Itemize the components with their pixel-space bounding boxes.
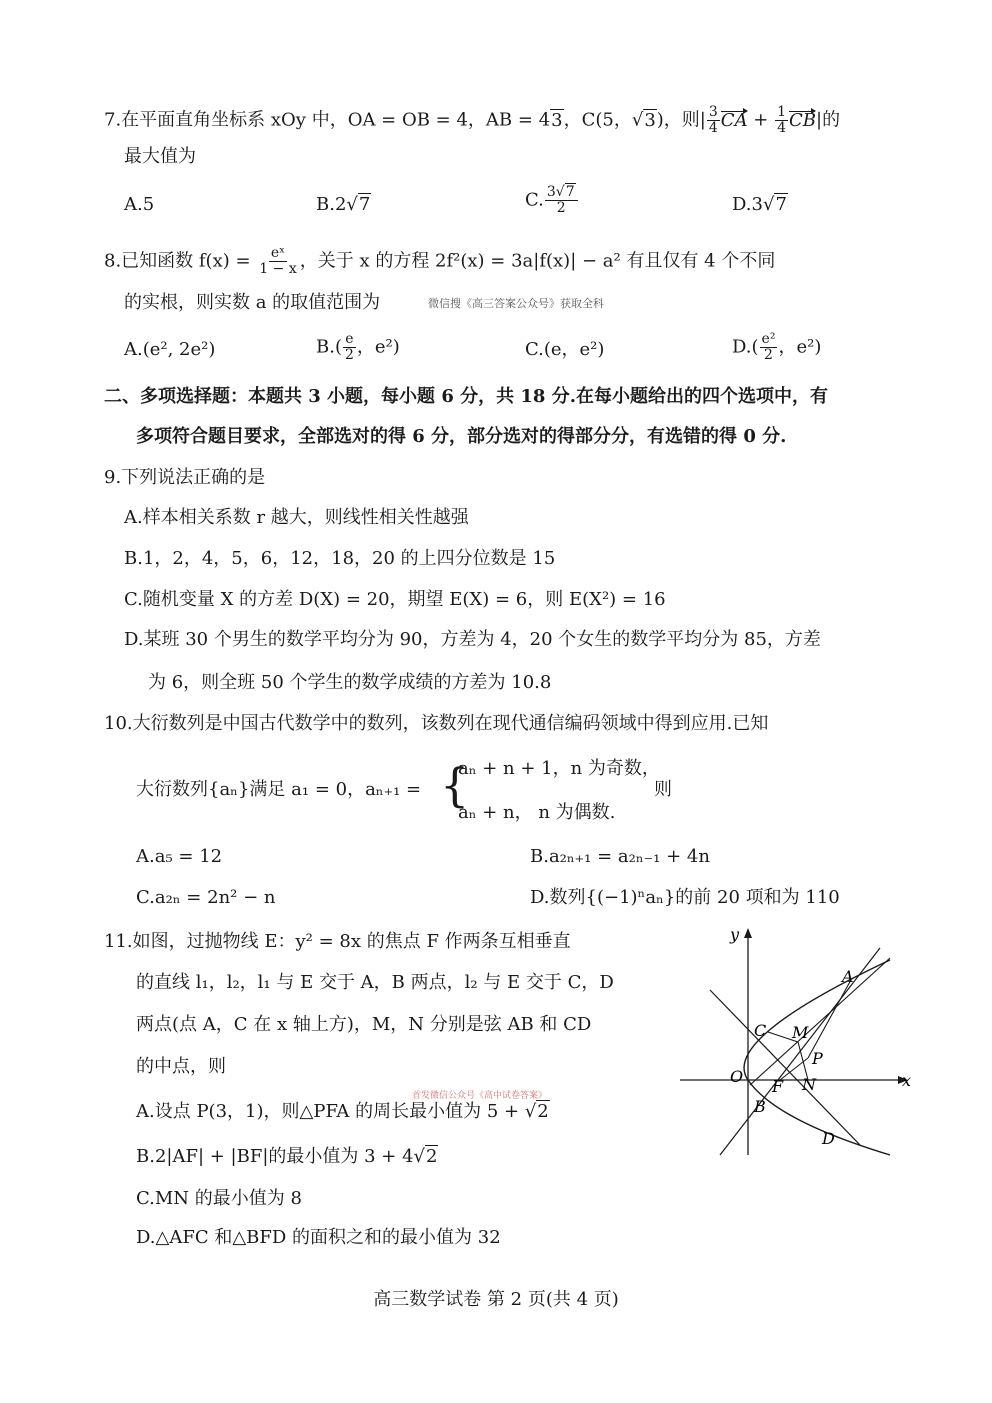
figure-y-arrow [744,928,752,938]
q11-option-a: A.设点 P(3，1)，则△PFA 的周长最小值为 5 + √2 [136,1101,549,1122]
q10-recurrence: 大衍数列{aₙ}满足 a₁ = 0，aₙ₊₁ = [136,779,422,800]
figure-label-m: M [792,1023,809,1042]
figure-label-f: F [772,1077,784,1096]
q8-option-a: A.(e², 2e²) [124,339,216,360]
q7-option-c: C. $\frac{3√7}{2}$ [525,185,579,216]
q7-option-a: A.5 [124,194,155,215]
q9-stem: 9.下列说法正确的是 [104,467,266,488]
q10-stem: 10.大衍数列是中国古代数学中的数列，该数列在现代通信编码领域中得到应用.已知 [104,713,769,734]
q11-watermark: 首发微信公众号《高中试卷答案》 [412,1091,548,1101]
figure-label-n: N [802,1075,816,1094]
q11-option-b: B.2|AF| + |BF|的最小值为 3 + 4√2 [136,1146,438,1167]
figure-label-p: P [812,1049,823,1068]
figure-label-y: y [730,925,740,944]
q8-option-b: B.( $\frac{e}{2}$ ，e²) [316,331,400,363]
q9-option-d: D.某班 30 个男生的数学平均分为 90，方差为 4，20 个女生的数学平均分为 85，方差 [124,629,821,650]
q10-case-odd: aₙ + n + 1，n 为奇数， [458,758,660,779]
q8-option-c: C.(e，e²) [525,339,605,360]
section-2-heading-line2: 多项符合题目要求，全部选对的得 6 分，部分选对的得部分分，有选错的得 0 分. [136,426,787,447]
figure-label-b: B [754,1097,766,1116]
parabola-figure [680,920,920,1170]
q8-stem: 8.已知函数 f(x) = $\frac{\text{eˣ}}{1 - x}$ ，关于 x 的方程 2f²(x) = 3a|f(x)| − a² 有且仅有 4 个不同 [104,245,776,277]
figure-label-d: D [822,1129,835,1148]
q11-stem-line2: 的直线 l₁，l₂，l₁ 与 E 交于 A，B 两点，l₂ 与 E 交于 C，D [136,972,614,993]
figure-label-x: x [902,1071,912,1090]
figure-label-c: C [754,1021,767,1040]
q10-option-c: C.a₂ₙ = 2n² − n [136,887,276,908]
q8-option-d: D.( $\frac{\text{e²}}{2}$ ，e²) [732,331,822,363]
q9-option-c: C.随机变量 X 的方差 D(X) = 20，期望 E(X) = 6，则 E(X²) = 16 [124,589,666,610]
q11-option-c: C.MN 的最小值为 8 [136,1188,302,1209]
q10-option-a: A.a₅ = 12 [136,846,223,867]
q10-brace: { [440,758,470,812]
q10-option-b: B.a₂ₙ₊₁ = a₂ₙ₋₁ + 4n [530,846,710,867]
q7-stem: 7.在平面直角坐标系 xOy 中，OA = OB = 4，AB = 43，C(5，√3)，则| $\frac{3}{4}$ CA + $\frac{1}{4}$ CB|的 [104,104,841,136]
q9-option-a: A.样本相关系数 r 越大，则线性相关性越强 [124,507,469,528]
q11-option-d: D.△AFC 和△BFD 的面积之和的最小值为 32 [136,1227,501,1248]
q11-stem-line4: 的中点，则 [136,1056,226,1077]
q7-option-d: D.3√7 [732,194,787,215]
q7-option-b: B.2√7 [316,194,371,215]
q8-watermark: 微信搜《高三答案公众号》获取全科 [428,297,604,310]
section-2-heading: 二、多项选择题：本题共 3 小题，每小题 6 分，共 18 分.在每小题给出的四个选项中，有 [104,386,828,407]
page-footer: 高三数学试卷 第 2 页(共 4 页) [373,1289,619,1310]
q8-stem-line2: 的实根，则实数 a 的取值范围为 [124,292,381,313]
q10-option-d: D.数列{(−1)ⁿaₙ}的前 20 项和为 110 [530,887,840,908]
figure-label-o: O [730,1067,744,1086]
q7-stem-line2: 最大值为 [124,146,196,167]
q9-option-d-line2: 为 6，则全班 50 个学生的数学成绩的方差为 10.8 [148,672,552,693]
q10-then: 则 [654,779,672,800]
figure-label-a: A [842,967,854,986]
q11-stem-line3: 两点(点 A，C 在 x 轴上方)，M，N 分别是弦 AB 和 CD [136,1014,592,1035]
q9-option-b: B.1，2，4，5，6，12，18，20 的上四分位数是 15 [124,548,556,569]
q11-stem: 11.如图，过抛物线 E：y² = 8x 的焦点 F 作两条互相垂直 [104,931,571,952]
q10-case-even: aₙ + n， n 为偶数. [458,802,616,823]
